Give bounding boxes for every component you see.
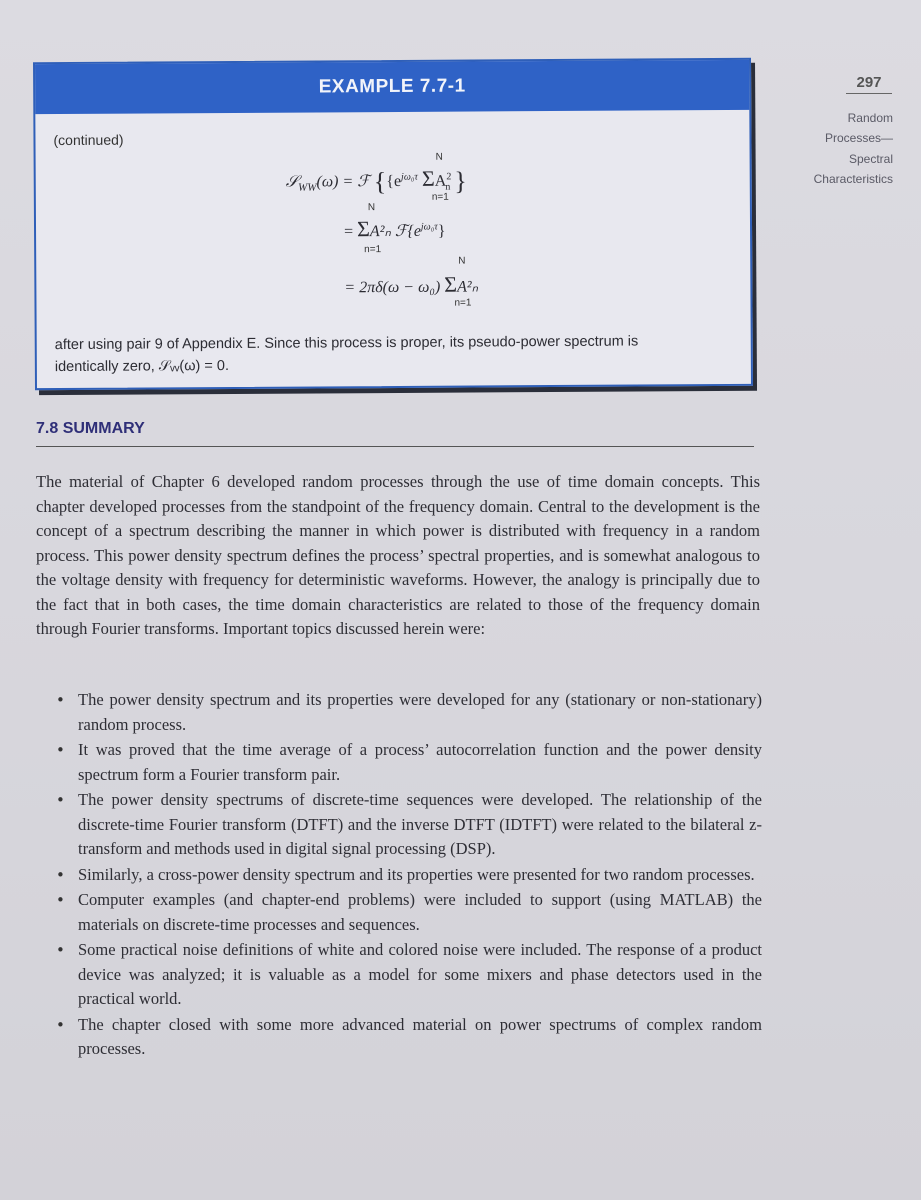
eq3-term: A²ₙ xyxy=(457,278,479,296)
eq1-sum-bottom: n=1 xyxy=(431,191,449,203)
eq1-exp: jω₀τ xyxy=(400,171,418,183)
bullet-item: • The power density spectrums of discrete-time sequences were developed. The relationship of the discrete-time Fourier transform (DTFT) and the inverse DTFT (IDTFT) were related to the bilateral z-transform and methods used in digital signal processing (DSP). xyxy=(56,788,762,862)
page-number: 297 xyxy=(846,74,892,94)
summary-paragraph: The material of Chapter 6 developed random processes through the use of time domain concepts. This chapter developed processes from the standpoint of the frequency domain. Central to the development is the concept of a spectrum describing the manner in which power is distributed with frequency in a random process. This power density spectrum defines the process’ spectral properties, and is somewhat analogous to the voltage density with frequency for deterministic waveforms. However, the analogy is principally due to the fact that in both cases, the time domain characteristics are related to those of the frequency domain through Fourier transforms. Important topics discussed herein were: xyxy=(36,472,760,638)
equation-line-3: = 2πδ(ω − ω₀) ΣA²ₙ xyxy=(344,271,479,297)
example-text-line-2: identically zero, 𝒮ᵥᵥ(ω) = 0. xyxy=(54,358,230,376)
eq1-lhs: 𝒮 xyxy=(285,173,299,191)
margin-note-line-2: Processes— xyxy=(824,131,893,145)
eq1-term-sup: 2 xyxy=(446,171,452,183)
eq2-exp: jω₀τ xyxy=(420,221,438,233)
bullet-item: • Computer examples (and chapter-end problems) were included to support (using MATLAB) the materials on discrete-time processes and sequences. xyxy=(56,888,762,937)
eq1-sum-top: N xyxy=(435,151,443,163)
eq2-body: A²ₙ ℱ{e xyxy=(369,222,421,241)
summary-bullet-list xyxy=(56,688,762,1063)
bullet-item: • The chapter closed with some more advanced material on power spectrums of complex random processes. xyxy=(56,1013,762,1062)
eq1-brace-content: {e xyxy=(386,172,402,191)
eq2-prefix: = xyxy=(343,223,354,241)
margin-note-line-4: Characteristics xyxy=(813,172,893,186)
eq3-sum-bottom: n=1 xyxy=(454,297,472,309)
eq2-close: } xyxy=(437,222,446,240)
example-text-line-1: after using pair 9 of Appendix E. Since this process is proper, its pseudo-power spectrum is xyxy=(54,333,639,354)
bullet-item: • Similarly, a cross-power density spectrum and its properties were presented for two random processes. xyxy=(56,863,762,888)
equation-line-2: = ΣA²ₙ $ℱ\{e^{j\omega_0\tau}\}$ xyxy=(343,216,446,242)
bullet-item: • Some practical noise definitions of white and colored noise were included. The response of a product device was analyzed; it is valuable as a model for some mixers and phase detectors used in the practical world. xyxy=(56,938,762,1012)
margin-note-line-1: Random xyxy=(847,111,893,125)
eq1-term: A xyxy=(434,172,447,190)
eq3-prefix: = 2πδ(ω − ω₀) xyxy=(344,278,441,297)
section-heading: 7.8 SUMMARY xyxy=(36,420,754,447)
eq1-term-sub: n xyxy=(445,181,451,193)
example-closing-text xyxy=(55,330,735,378)
equation-line-1: 𝒮$_{WW}$(ω) = ℱ {{$e^{j\omega_0\tau}$ $\Sigma A^2_n$ } xyxy=(285,165,467,197)
continued-label: (continued) xyxy=(53,131,124,149)
eq3-sum-top: N xyxy=(458,255,466,267)
bullet-item: • It was proved that the time average of a process’ autocorrelation function and the power density spectrum form a Fourier transform pair. xyxy=(56,738,762,787)
eq1-sub: WW xyxy=(298,181,317,194)
example-title: EXAMPLE 7.7-1 xyxy=(35,60,749,114)
bullet-item: • The power density spectrum and its properties were developed for any (stationary or non-stationary) random process. xyxy=(56,688,762,737)
eq2-sum-bottom: n=1 xyxy=(364,244,382,256)
eq2-sum-top: N xyxy=(367,202,376,214)
example-box xyxy=(33,58,753,390)
eq1-arg: (ω) = ℱ xyxy=(316,173,370,191)
margin-note-line-3: Spectral xyxy=(848,152,893,166)
